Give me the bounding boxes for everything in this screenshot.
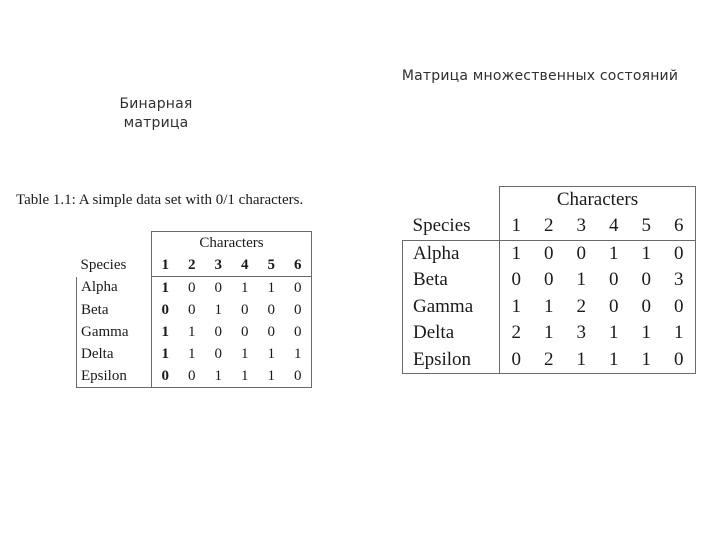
species-header: Species — [80, 256, 127, 273]
characters-header: Characters — [500, 187, 696, 214]
characters-header: Characters — [152, 232, 312, 255]
character-state-cell: 0 — [152, 299, 179, 321]
binary-matrix-table — [76, 231, 312, 388]
character-state-cell: 1 — [267, 345, 275, 362]
species-name: Gamma — [77, 321, 152, 343]
character-state-cell: 1 — [641, 242, 651, 264]
character-state-cell: 1 — [285, 343, 312, 365]
table-row — [77, 299, 312, 321]
character-state-cell: 0 — [214, 345, 222, 362]
character-state-cell: 0 — [500, 267, 533, 294]
character-state-cell: 1 — [544, 295, 554, 317]
table-row — [403, 240, 696, 267]
character-state-cell: 0 — [285, 277, 312, 300]
character-state-cell: 1 — [205, 365, 232, 388]
character-state-cell: 3 — [663, 267, 696, 294]
column-header: 6 — [663, 213, 696, 240]
character-state-cell: 0 — [214, 279, 222, 296]
character-state-cell: 1 — [188, 323, 196, 340]
character-state-cell: 1 — [152, 277, 179, 300]
species-name: Beta — [77, 299, 152, 321]
character-state-cell: 2 — [500, 320, 533, 347]
column-header: 1 — [500, 213, 533, 240]
character-state-cell: 0 — [663, 347, 696, 374]
character-state-cell: 0 — [663, 294, 696, 321]
character-state-cell: 1 — [663, 320, 696, 347]
table-row — [77, 343, 312, 365]
species-name: Beta — [403, 267, 500, 294]
character-state-cell: 1 — [188, 345, 196, 362]
table-row — [403, 294, 696, 321]
blank-corner — [77, 232, 152, 255]
character-state-cell: 1 — [565, 347, 598, 374]
character-state-cell: 1 — [544, 322, 554, 344]
column-header: 4 — [598, 213, 631, 240]
multistate-matrix-table — [402, 186, 696, 374]
column-header: 5 — [258, 254, 285, 277]
species-name: Epsilon — [77, 365, 152, 388]
character-state-cell: 0 — [267, 301, 275, 318]
character-state-cell: 0 — [609, 269, 619, 291]
character-state-cell: 1 — [152, 321, 179, 343]
character-state-cell: 0 — [188, 301, 196, 318]
character-state-cell: 0 — [641, 295, 651, 317]
character-state-cell: 2 — [533, 347, 566, 374]
table-caption: Table 1.1: A simple data set with 0/1 characters. — [16, 192, 304, 208]
character-state-cell: 0 — [641, 269, 651, 291]
character-state-cell: 1 — [576, 269, 586, 291]
character-state-cell: 0 — [267, 323, 275, 340]
character-state-cell: 3 — [576, 322, 586, 344]
species-name: Delta — [77, 343, 152, 365]
column-header: 4 — [232, 254, 259, 277]
character-state-cell: 0 — [241, 301, 249, 318]
table-row — [403, 267, 696, 294]
species-name: Delta — [403, 320, 500, 347]
character-state-cell: 0 — [285, 321, 312, 343]
multistate-matrix-label: Матрица множественных состояний — [401, 68, 679, 84]
column-header: 3 — [205, 254, 232, 277]
character-state-cell: 1 — [500, 294, 533, 321]
character-state-cell: 1 — [267, 279, 275, 296]
species-name: Alpha — [403, 240, 500, 267]
binary-matrix-label: Бинарная матрица — [119, 96, 193, 131]
table-row — [77, 321, 312, 343]
character-state-cell: 0 — [152, 365, 179, 388]
column-header: 2 — [179, 254, 206, 277]
character-state-cell: 1 — [152, 343, 179, 365]
character-state-cell: 0 — [241, 323, 249, 340]
character-state-cell: 1 — [241, 279, 249, 296]
blank-corner — [403, 187, 500, 214]
character-state-cell: 1 — [630, 347, 663, 374]
character-state-cell: 0 — [179, 365, 206, 388]
character-state-cell: 0 — [214, 323, 222, 340]
character-state-cell: 1 — [232, 365, 259, 388]
character-state-cell: 0 — [285, 299, 312, 321]
character-state-cell: 1 — [241, 345, 249, 362]
column-header: 1 — [152, 254, 179, 277]
table-row — [403, 347, 696, 374]
character-state-cell: 1 — [598, 347, 631, 374]
table-row — [77, 365, 312, 388]
species-name: Alpha — [77, 277, 152, 300]
character-state-cell: 1 — [214, 301, 222, 318]
character-state-cell: 0 — [500, 347, 533, 374]
character-state-cell: 0 — [188, 279, 196, 296]
species-name: Gamma — [403, 294, 500, 321]
character-state-cell: 0 — [544, 242, 554, 264]
column-header: 3 — [565, 213, 598, 240]
character-state-cell: 0 — [609, 295, 619, 317]
character-state-cell: 0 — [576, 242, 586, 264]
column-header: 6 — [285, 254, 312, 277]
species-name: Epsilon — [403, 347, 500, 374]
character-state-cell: 1 — [500, 240, 533, 267]
column-header: 2 — [533, 213, 566, 240]
character-state-cell: 1 — [609, 322, 619, 344]
character-state-cell: 0 — [544, 269, 554, 291]
character-state-cell: 1 — [641, 322, 651, 344]
character-state-cell: 1 — [258, 365, 285, 388]
table-row — [403, 320, 696, 347]
character-state-cell: 2 — [576, 295, 586, 317]
character-state-cell: 0 — [285, 365, 312, 388]
character-state-cell: 1 — [609, 242, 619, 264]
species-header: Species — [403, 213, 500, 240]
column-header: 5 — [630, 213, 663, 240]
character-state-cell: 0 — [663, 240, 696, 267]
table-row — [77, 277, 312, 300]
